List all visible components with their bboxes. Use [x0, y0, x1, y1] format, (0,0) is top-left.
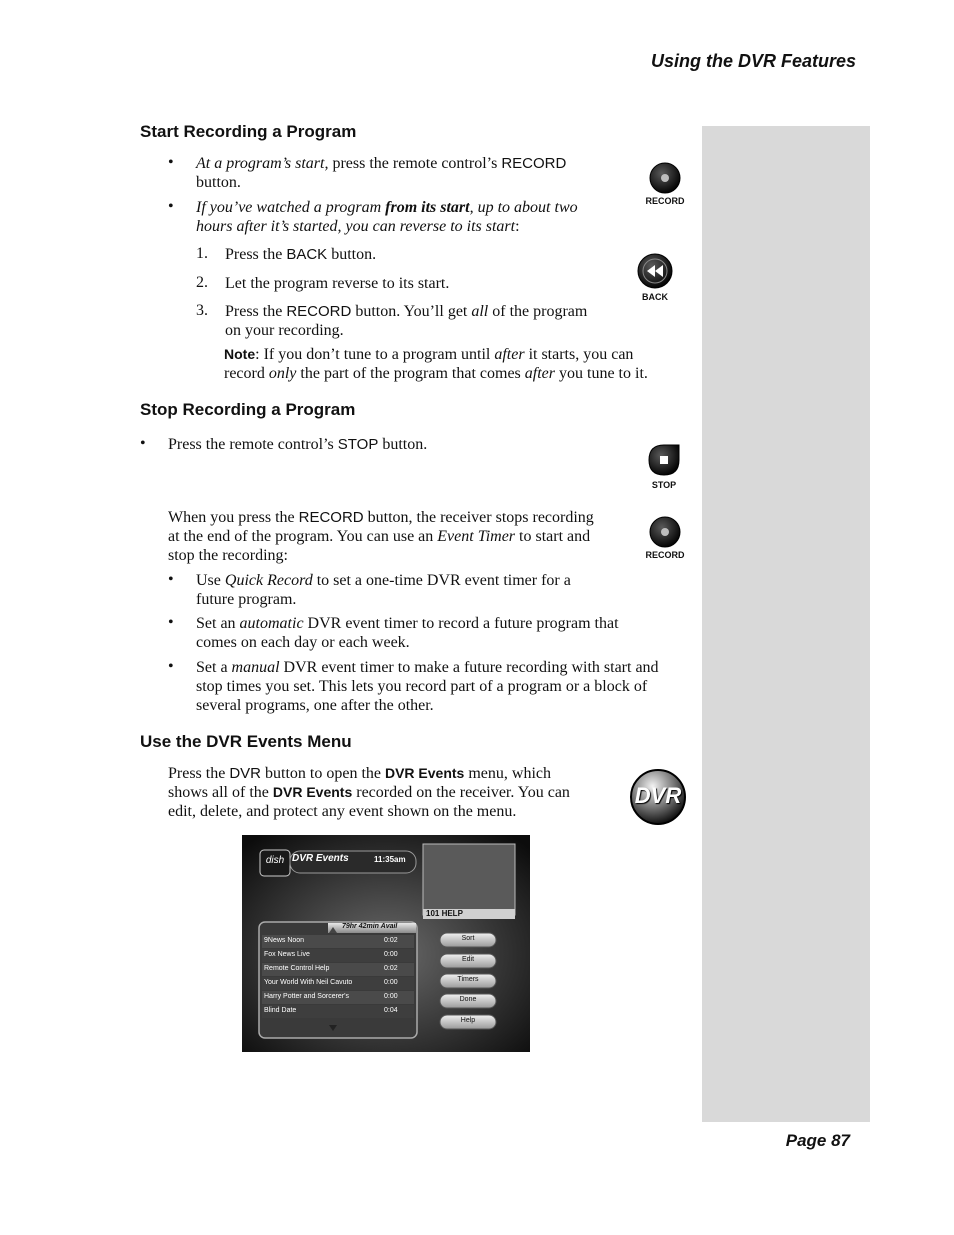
- running-header: Using the DVR Features: [650, 51, 856, 71]
- bullet: •: [168, 154, 174, 171]
- table-row: Blind Date: [264, 1007, 297, 1014]
- record-button-icon: [649, 162, 681, 194]
- margin-sidebar: [702, 126, 870, 1122]
- bullet: •: [168, 571, 174, 588]
- list-item: Set an automatic DVR event timer to record a future program that comes on each day or each week.: [196, 615, 619, 651]
- dish-logo: dish: [265, 855, 285, 866]
- heading-stop-recording: Stop Recording a Program: [140, 400, 356, 419]
- screen-edit-button: Edit: [461, 956, 475, 963]
- table-row: Harry Potter and Sorcerer's: [264, 993, 349, 1000]
- dvr-events-screen: [242, 835, 530, 1052]
- table-row: 9News Noon: [264, 937, 305, 944]
- back-button-icon: [636, 252, 674, 290]
- dvr-button-label: DVR: [634, 783, 682, 808]
- preview-caption: 101 HELP: [426, 909, 463, 918]
- paragraph: When you press the RECORD button, the receiver stops recording at the end of the program. You can use an Event Timer to start and stop the recording:: [168, 509, 594, 564]
- paragraph: If you’ve watched a program from its start, up to about two hours after it’s started, you can reverse to its start:: [196, 199, 578, 235]
- paragraph: Press the DVR button to open the DVR Events menu, which shows all of the DVR Events recorded on the receiver. You can edit, delete, and protect any event shown on the menu.: [168, 765, 570, 820]
- page-number: Page 87: [785, 1131, 850, 1150]
- note: Note: If you don’t tune to a program until after it starts, you can record only the part of the program that comes after you tune to it.: [224, 346, 648, 382]
- step-text: Press the RECORD button. You’ll get all of the program on your recording.: [225, 303, 588, 339]
- heading-start-recording: Start Recording a Program: [140, 122, 357, 141]
- screen-clock: 11:35am: [374, 855, 406, 864]
- screen-timers-button: Timers: [457, 976, 479, 983]
- row-duration: 0:02: [384, 937, 398, 944]
- paragraph: At a program’s start, press the remote control’s RECORD button.: [196, 155, 567, 191]
- back-button-label: BACK: [642, 292, 668, 302]
- screen-help-button: Help: [460, 1017, 476, 1024]
- row-duration: 0:00: [384, 951, 398, 958]
- step-text: Let the program reverse to its start.: [225, 275, 450, 292]
- paragraph: Press the remote control’s STOP button.: [168, 436, 428, 453]
- bullet: •: [140, 435, 146, 452]
- row-duration: 0:00: [384, 993, 398, 1000]
- row-duration: 0:02: [384, 965, 398, 972]
- record-button-icon: [649, 516, 681, 548]
- list-item: Use Quick Record to set a one-time DVR event timer for a future program.: [196, 572, 571, 608]
- screen-title: DVR Events: [292, 853, 349, 864]
- table-row: Your World With Neil Cavuto: [264, 979, 353, 986]
- bullet: •: [168, 614, 174, 631]
- available-time: 79hr 42min Avail: [342, 923, 398, 930]
- record-button-label: RECORD: [645, 196, 685, 206]
- table-row: Fox News Live: [264, 951, 310, 958]
- screen-sort-button: Sort: [461, 935, 475, 942]
- list-item: Set a manual DVR event timer to make a future recording with start and stop times you set. This lets you record part of a program or a block of several programs, one after the other.: [196, 659, 659, 714]
- stop-button-icon: [645, 441, 683, 479]
- stop-button-label: STOP: [651, 480, 677, 490]
- bullet: •: [168, 658, 174, 675]
- step-number: 2.: [196, 274, 208, 291]
- step-text: Press the BACK button.: [225, 246, 377, 263]
- step-number: 1.: [196, 245, 208, 262]
- row-duration: 0:04: [384, 1007, 398, 1014]
- step-number: 3.: [196, 302, 208, 319]
- row-duration: 0:00: [384, 979, 398, 986]
- record-button-label: RECORD: [645, 550, 685, 560]
- heading-dvr-events: Use the DVR Events Menu: [140, 732, 352, 751]
- table-row: Remote Control Help: [264, 965, 330, 972]
- bullet: •: [168, 198, 174, 215]
- screen-done-button: Done: [459, 996, 477, 1003]
